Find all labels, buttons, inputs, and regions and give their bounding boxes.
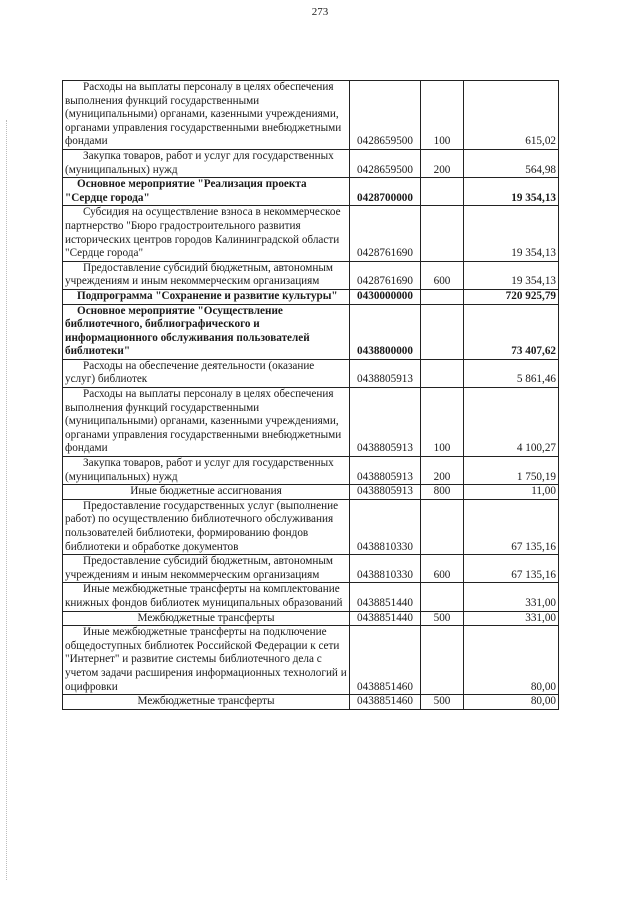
table-row <box>63 555 559 583</box>
expense-type-cell-text: 100 <box>433 442 451 455</box>
target-code-cell <box>350 611 421 626</box>
amount-cell <box>464 149 559 177</box>
expense-type-cell-text: 600 <box>433 568 451 581</box>
table-row <box>63 626 559 695</box>
table-row <box>63 695 559 710</box>
table-row <box>63 81 559 150</box>
table-row <box>63 388 559 457</box>
amount-cell-text: 4 100,27 <box>516 442 556 455</box>
expense-name-cell-text: Субсидия на осуществление взноса в некоммерческое партнерство "Бюро градостроительного развития исторических центров городов Калининградской области "Сердце города" <box>65 206 341 260</box>
target-code-cell-text: 0428659500 <box>357 135 413 148</box>
expense-type-cell-text: 200 <box>433 163 451 176</box>
expense-type-cell-text: 200 <box>433 470 451 483</box>
expense-type-cell <box>421 178 464 206</box>
amount-cell <box>464 388 559 457</box>
expense-type-cell-text: 500 <box>433 611 451 624</box>
expense-name-cell-text: Основное мероприятие "Реализация проекта "Сердце города" <box>65 178 307 204</box>
expense-type-cell <box>421 555 464 583</box>
target-code-cell-text: 0438805913 <box>357 485 413 498</box>
expense-type-cell <box>421 611 464 626</box>
amount-cell-text: 1 750,19 <box>516 470 556 483</box>
table-row <box>63 359 559 387</box>
amount-cell <box>464 583 559 611</box>
expense-name-cell <box>63 626 350 695</box>
amount-cell-text: 19 354,13 <box>511 191 556 204</box>
budget-table <box>62 80 559 710</box>
expense-name-cell-text: Иные межбюджетные трансферты на подключение общедоступных библиотек Российской Федерации к сети "Интернет" и развитие системы библиотечного дела с учетом задачи расширения информационных технологий и оцифровки <box>65 626 347 693</box>
target-code-cell <box>350 583 421 611</box>
expense-type-cell <box>421 81 464 150</box>
expense-name-cell <box>63 499 350 554</box>
scan-edge-line <box>6 120 8 880</box>
expense-type-cell <box>421 359 464 387</box>
target-code-cell <box>350 289 421 304</box>
expense-name-cell <box>63 611 350 626</box>
expense-name-cell <box>63 388 350 457</box>
expense-name-cell-text: Закупка товаров, работ и услуг для государственных (муниципальных) нужд <box>65 149 334 176</box>
amount-cell <box>464 626 559 695</box>
expense-type-cell-text: 500 <box>433 695 451 708</box>
amount-cell-text: 67 135,16 <box>511 540 556 553</box>
table-row <box>63 206 559 261</box>
target-code-cell-text: 0438810330 <box>357 540 413 553</box>
target-code-cell <box>350 206 421 261</box>
target-code-cell-text: 0438805913 <box>357 442 413 455</box>
target-code-cell <box>350 81 421 150</box>
expense-name-cell <box>63 289 350 304</box>
target-code-cell <box>350 626 421 695</box>
target-code-cell-text: 0438851440 <box>357 596 413 609</box>
target-code-cell-text: 0428700000 <box>357 191 413 204</box>
table-row <box>63 304 559 359</box>
target-code-cell-text: 0438805913 <box>357 470 413 483</box>
table-row <box>63 178 559 206</box>
amount-cell <box>464 555 559 583</box>
expense-name-cell-text: Межбюджетные трансферты <box>137 611 275 624</box>
target-code-cell-text: 0438851460 <box>357 680 413 693</box>
expense-name-cell <box>63 359 350 387</box>
expense-type-cell <box>421 261 464 289</box>
expense-name-cell-text: Подпрограмма "Сохранение и развитие культуры" <box>77 289 338 302</box>
expense-type-cell <box>421 304 464 359</box>
target-code-cell <box>350 149 421 177</box>
table-row <box>63 149 559 177</box>
amount-cell-text: 80,00 <box>530 695 556 708</box>
amount-cell-text: 67 135,16 <box>511 568 556 581</box>
amount-cell-text: 73 407,62 <box>511 345 556 358</box>
target-code-cell <box>350 178 421 206</box>
amount-cell <box>464 457 559 485</box>
expense-name-cell <box>63 81 350 150</box>
expense-name-cell-text: Межбюджетные трансферты <box>137 695 275 708</box>
target-code-cell <box>350 359 421 387</box>
expense-name-cell-text: Предоставление субсидий бюджетным, автономным учреждениям и иным некоммерческим организациям <box>65 261 333 288</box>
amount-cell-text: 11,00 <box>531 485 556 498</box>
amount-cell-text: 19 354,13 <box>511 275 556 288</box>
target-code-cell-text: 0438800000 <box>357 345 413 358</box>
expense-name-cell <box>63 555 350 583</box>
amount-cell-text: 615,02 <box>525 135 556 148</box>
expense-name-cell-text: Иные бюджетные ассигнования <box>130 485 282 498</box>
target-code-cell <box>350 499 421 554</box>
expense-name-cell-text: Предоставление субсидий бюджетным, автономным учреждениям и иным некоммерческим организациям <box>65 555 333 581</box>
target-code-cell <box>350 304 421 359</box>
expense-type-cell-text: 100 <box>433 135 451 148</box>
target-code-cell-text: 0428761690 <box>357 247 413 260</box>
expense-name-cell-text: Расходы на обеспечение деятельности (оказание услуг) библиотек <box>65 359 315 386</box>
amount-cell-text: 5 861,46 <box>516 373 556 386</box>
expense-type-cell <box>421 485 464 500</box>
target-code-cell <box>350 388 421 457</box>
target-code-cell-text: 0428659500 <box>357 163 413 176</box>
amount-cell <box>464 261 559 289</box>
expense-type-cell <box>421 149 464 177</box>
target-code-cell-text: 0428761690 <box>357 275 413 288</box>
target-code-cell <box>350 695 421 710</box>
expense-name-cell <box>63 206 350 261</box>
expense-name-cell-text: Иные межбюджетные трансферты на комплектование книжных фондов библиотек муниципальных образований <box>65 583 343 609</box>
amount-cell <box>464 206 559 261</box>
table-row <box>63 485 559 500</box>
amount-cell <box>464 304 559 359</box>
table-row <box>63 583 559 611</box>
target-code-cell-text: 0438810330 <box>357 568 413 581</box>
amount-cell <box>464 485 559 500</box>
amount-cell-text: 80,00 <box>530 680 556 693</box>
expense-name-cell <box>63 261 350 289</box>
amount-cell-text: 331,00 <box>525 611 556 624</box>
target-code-cell <box>350 457 421 485</box>
amount-cell <box>464 178 559 206</box>
amount-cell <box>464 611 559 626</box>
expense-name-cell <box>63 149 350 177</box>
table-row <box>63 499 559 554</box>
amount-cell <box>464 289 559 304</box>
expense-name-cell <box>63 304 350 359</box>
amount-cell <box>464 81 559 150</box>
amount-cell-text: 720 925,79 <box>505 289 556 302</box>
target-code-cell <box>350 555 421 583</box>
expense-name-cell <box>63 457 350 485</box>
table-row <box>63 261 559 289</box>
amount-cell <box>464 499 559 554</box>
target-code-cell <box>350 485 421 500</box>
expense-name-cell <box>63 583 350 611</box>
expense-name-cell-text: Предоставление государственных услуг (выполнение работ) по осуществлению библиотечного обслуживания пользователей библиотеки, формированию фондов библиотеки и обработке документов <box>65 499 339 553</box>
expense-type-cell-text: 800 <box>433 485 451 498</box>
table-row <box>63 457 559 485</box>
expense-name-cell-text: Расходы на выплаты персоналу в целях обеспечения выполнения функций государственными (муниципальными) органами, казенными учреждениями, органами управления государственными внебюджетными фондами <box>65 81 342 148</box>
expense-type-cell <box>421 695 464 710</box>
target-code-cell-text: 0438851460 <box>357 695 413 708</box>
expense-name-cell-text: Расходы на выплаты персоналу в целях обеспечения выполнения функций государственными (муниципальными) органами, казенными учреждениями, органами управления государственными внебюджетными фондами <box>65 388 342 455</box>
expense-name-cell <box>63 485 350 500</box>
expense-name-cell-text: Основное мероприятие "Осуществление библиотечного, библиографического и информационного обслуживания пользователей библиотеки" <box>65 304 310 358</box>
expense-name-cell-text: Закупка товаров, работ и услуг для государственных (муниципальных) нужд <box>65 457 334 483</box>
table-row <box>63 611 559 626</box>
target-code-cell-text: 0430000000 <box>357 289 413 302</box>
page-number: 273 <box>311 6 329 18</box>
amount-cell <box>464 359 559 387</box>
amount-cell-text: 19 354,13 <box>511 247 556 260</box>
expense-type-cell <box>421 626 464 695</box>
expense-name-cell <box>63 178 350 206</box>
target-code-cell-text: 0438805913 <box>357 373 413 386</box>
expense-type-cell-text: 600 <box>433 275 451 288</box>
expense-type-cell <box>421 499 464 554</box>
expense-type-cell <box>421 388 464 457</box>
target-code-cell-text: 0438851440 <box>357 611 413 624</box>
table-body <box>63 81 559 710</box>
expense-type-cell <box>421 583 464 611</box>
expense-type-cell <box>421 289 464 304</box>
amount-cell-text: 564,98 <box>525 163 556 176</box>
target-code-cell <box>350 261 421 289</box>
amount-cell <box>464 695 559 710</box>
expense-type-cell <box>421 457 464 485</box>
table-row <box>63 289 559 304</box>
expense-name-cell <box>63 695 350 710</box>
expense-type-cell <box>421 206 464 261</box>
amount-cell-text: 331,00 <box>525 596 556 609</box>
